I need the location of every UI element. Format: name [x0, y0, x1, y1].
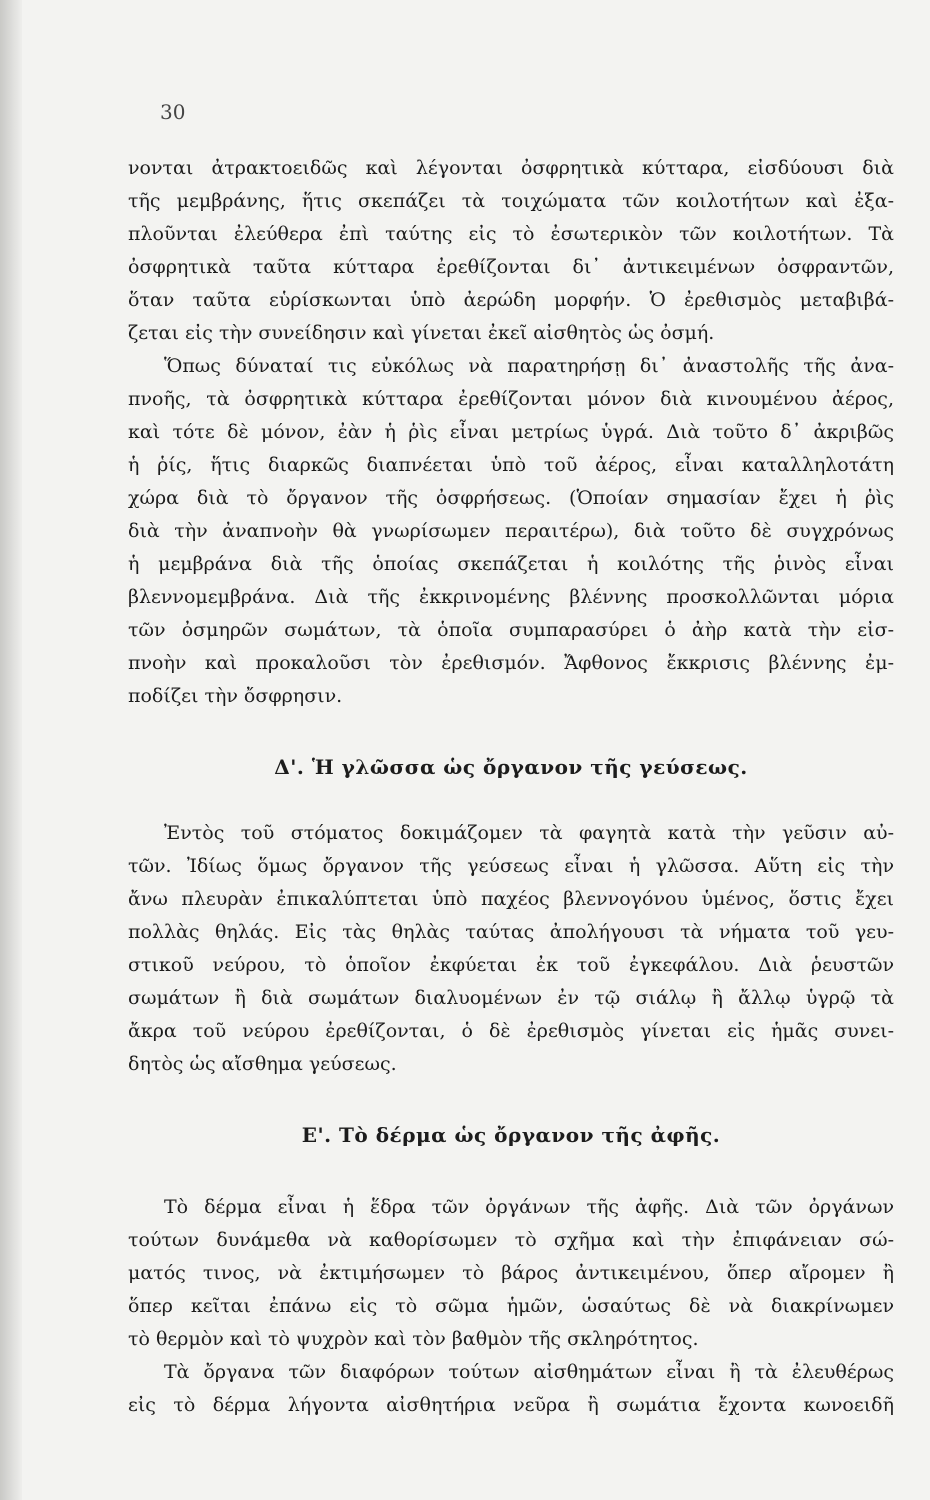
text-line: ὅταν ταῦτα εὑρίσκωνται ὑπὸ ἀερώδη μορφήν. Ὁ ἐρεθισμὸς μεταβιβά-	[128, 289, 894, 311]
text-line: πνοῆς, τὰ ὀσφρητικὰ κύτταρα ἐρεθίζονται μόνον διὰ κινουμένου ἀέρος,	[128, 388, 894, 410]
page-body	[128, 152, 894, 1422]
text-line: σωμάτων ἢ διὰ σωμάτων διαλυομένων ἐν τῷ σιάλῳ ἢ ἄλλῳ ὑγρῷ τὰ	[128, 987, 894, 1009]
text-line: στικοῦ νεύρου, τὸ ὁποῖον ἐκφύεται ἐκ τοῦ ἐγκεφάλου. Διὰ ῥευστῶν	[128, 954, 894, 976]
text-line: τὸ θερμὸν καὶ τὸ ψυχρὸν καὶ τὸν βαθμὸν τῆς σκληρότητος.	[128, 1328, 699, 1350]
text-line: δητὸς ὡς αἴσθημα γεύσεως.	[128, 1053, 397, 1075]
text-line: Ὅπως δύναταί τις εὐκόλως νὰ παρατηρήσῃ δι᾿ ἀναστολῆς τῆς ἀνα-	[164, 355, 894, 377]
text-line: τῶν. Ἰδίως ὅμως ὄργανον τῆς γεύσεως εἶναι ἡ γλῶσσα. Αὕτη εἰς τὴν	[128, 855, 894, 877]
text-line: τούτων δυνάμεθα νὰ καθορίσωμεν τὸ σχῆμα καὶ τὴν ἐπιφάνειαν σώ-	[128, 1229, 894, 1251]
text-line: ποδίζει τὴν ὄσφρησιν.	[128, 685, 343, 707]
text-line: βλεννομεμβράνα. Διὰ τῆς ἐκκρινομένης βλέννης προσκολλῶνται μόρια	[128, 586, 894, 608]
section-touch	[128, 1191, 894, 1422]
text-line: πνοὴν καὶ προκαλοῦσι τὸν ἐρεθισμόν. Ἄφθονος ἔκκρισις βλέννης ἐμ-	[128, 652, 894, 674]
text-line: ἡ ῥίς, ἥτις διαρκῶς διαπνέεται ὑπὸ τοῦ ἀέρος, εἶναι καταλληλοτάτη	[128, 454, 894, 476]
text-line: νονται ἀτρακτοειδῶς καὶ λέγονται ὀσφρητικὰ κύτταρα, εἰσδύουσι διὰ	[128, 157, 894, 179]
section-heading-touch: Ε'. Τὸ δέρμα ὡς ὄργανον τῆς ἀφῆς.	[301, 1123, 721, 1147]
page-edge	[0, 0, 22, 1500]
text-line: ἡ μεμβράνα διὰ τῆς ὁποίας σκεπάζεται ἡ κοιλότης τῆς ῥινὸς εἶναι	[128, 553, 894, 575]
text-line: τῶν ὀσμηρῶν σωμάτων, τὰ ὁποῖα συμπαρασύρει ὁ ἀὴρ κατὰ τὴν εἰσ-	[128, 619, 894, 641]
text-line: ματός τινος, νὰ ἐκτιμήσωμεν τὸ βάρος ἀντικειμένου, ὅπερ αἴρομεν ἢ	[128, 1262, 894, 1284]
text-line: ὀσφρητικὰ ταῦτα κύτταρα ἐρεθίζονται δι᾿ ἀντικειμένων ὀσφραντῶν,	[128, 256, 894, 278]
text-line: ἄνω πλευρὰν ἐπικαλύπτεται ὑπὸ παχέος βλεννογόνου ὑμένος, ὅστις ἔχει	[128, 888, 894, 910]
text-line: Τὸ δέρμα εἶναι ἡ ἕδρα τῶν ὀργάνων τῆς ἀφῆς. Διὰ τῶν ὀργάνων	[164, 1196, 894, 1218]
text-line: εἰς τὸ δέρμα λήγοντα αἰσθητήρια νεῦρα ἢ σωμάτια ἔχοντα κωνοειδῆ	[128, 1394, 894, 1416]
section-taste	[128, 817, 894, 1081]
text-line: ἄκρα τοῦ νεύρου ἐρεθίζονται, ὁ δὲ ἐρεθισμὸς γίνεται εἰς ἡμᾶς συνει-	[128, 1020, 894, 1042]
section-smell	[128, 152, 894, 713]
text-line: καὶ τότε δὲ μόνον, ἐὰν ἡ ῥὶς εἶναι μετρίως ὑγρά. Διὰ τοῦτο δ᾿ ἀκριβῶς	[128, 421, 894, 443]
page-number: 30	[160, 100, 186, 124]
section-heading-taste: Δ'. Ἡ γλῶσσα ὡς ὄργανον τῆς γεύσεως.	[274, 755, 748, 779]
text-line: Τὰ ὄργανα τῶν διαφόρων τούτων αἰσθημάτων εἶναι ἢ τὰ ἐλευθέρως	[164, 1361, 894, 1383]
text-line: πλοῦνται ἐλεύθερα ἐπὶ ταύτης εἰς τὸ ἐσωτερικὸν τῶν κοιλοτήτων. Τὰ	[128, 223, 894, 245]
text-line: χώρα διὰ τὸ ὄργανον τῆς ὀσφρήσεως. (Ὁποίαν σημασίαν ἔχει ἡ ῥὶς	[128, 487, 894, 509]
text-line: ὅπερ κεῖται ἐπάνω εἰς τὸ σῶμα ἡμῶν, ὡσαύτως δὲ νὰ διακρίνωμεν	[128, 1295, 894, 1317]
text-line: τῆς μεμβράνης, ἥτις σκεπάζει τὰ τοιχώματα τῶν κοιλοτήτων καὶ ἐξα-	[128, 190, 894, 212]
text-line: Ἐντὸς τοῦ στόματος δοκιμάζομεν τὰ φαγητὰ κατὰ τὴν γεῦσιν αὐ-	[164, 822, 894, 844]
text-line: διὰ τὴν ἀναπνοὴν θὰ γνωρίσωμεν περαιτέρω), διὰ τοῦτο δὲ συγχρόνως	[128, 520, 894, 542]
text-line: ζεται εἰς τὴν συνείδησιν καὶ γίνεται ἐκεῖ αἰσθητὸς ὡς ὀσμή.	[128, 322, 715, 344]
text-line: πολλὰς θηλάς. Εἰς τὰς θηλὰς ταύτας ἀπολήγουσι τὰ νήματα τοῦ γευ-	[128, 921, 894, 943]
